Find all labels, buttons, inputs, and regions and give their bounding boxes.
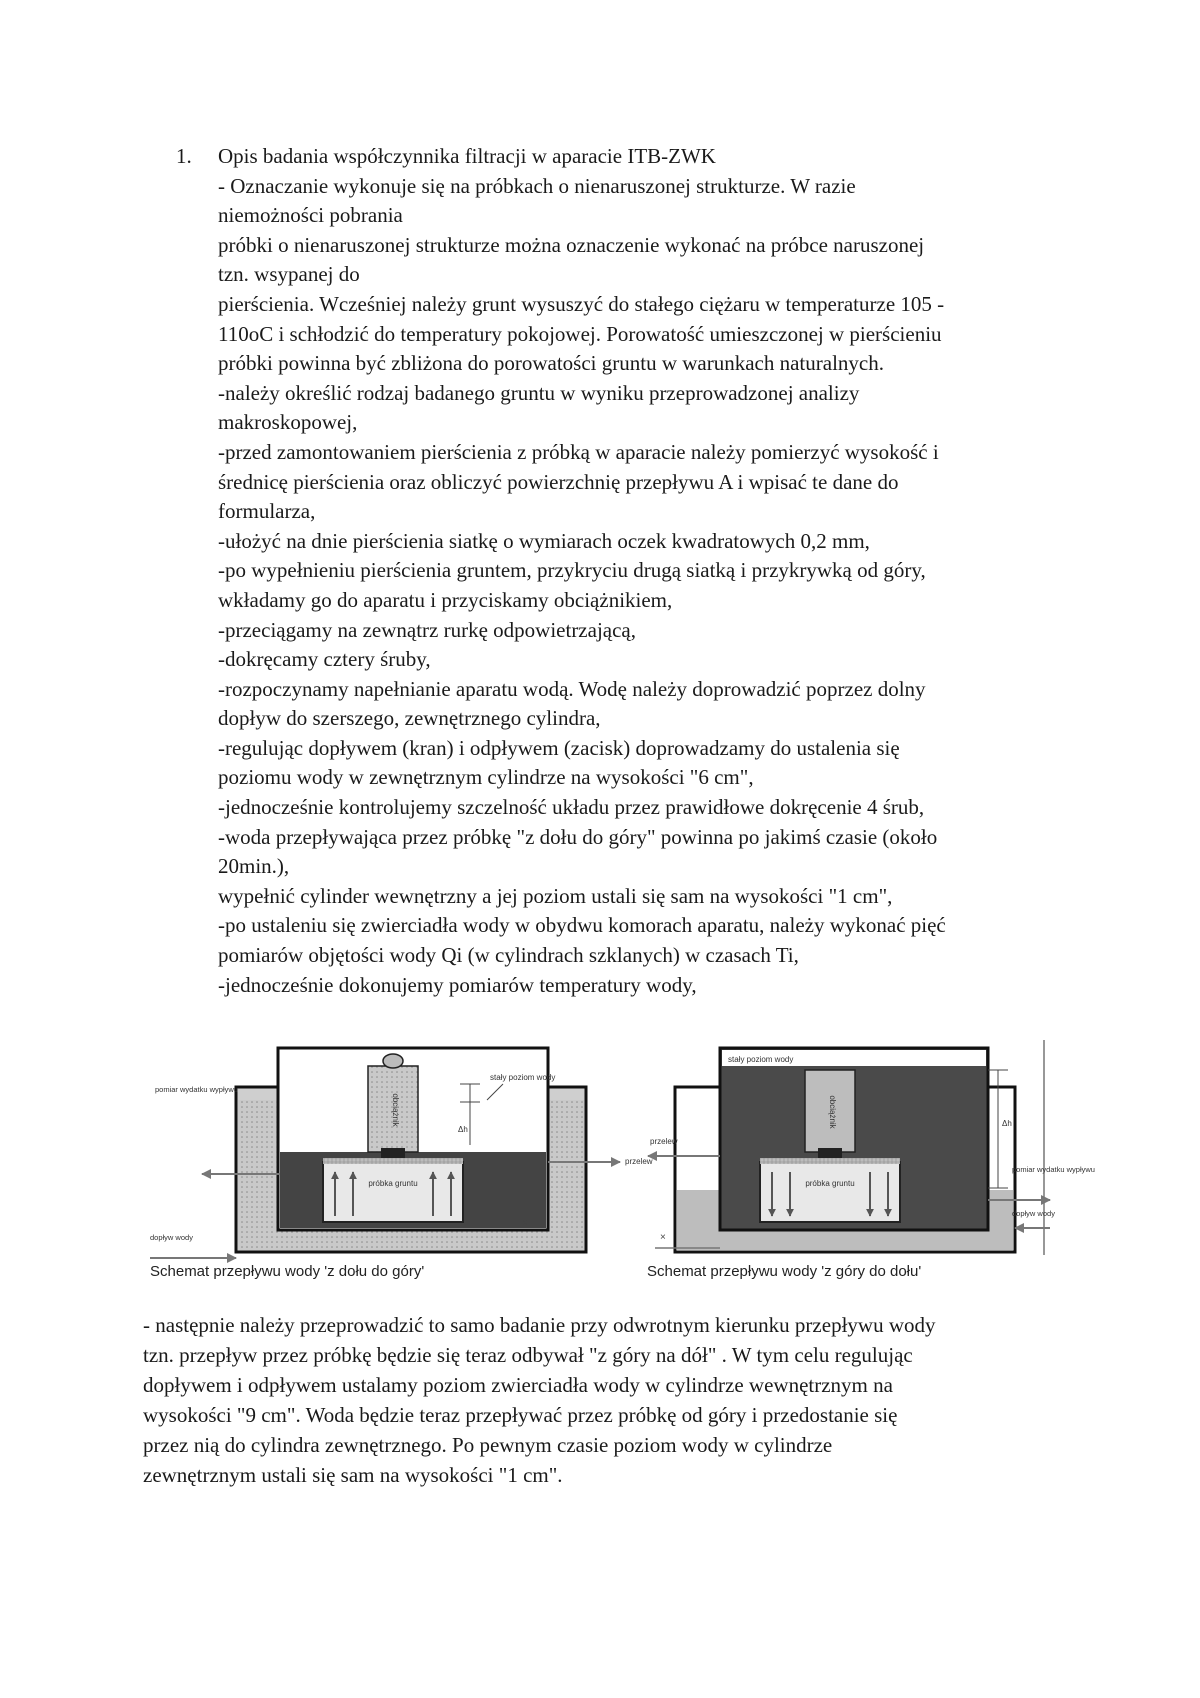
- paragraph-line: -po wypełnieniu pierścienia gruntem, przykryciu drugą siatką i przykrywką od góry,: [218, 558, 926, 583]
- label-dh: Δh: [1002, 1119, 1012, 1128]
- weight-base: [381, 1148, 405, 1158]
- paragraph-line: - następnie należy przeprowadzić to samo badanie przy odwrotnym kierunku przepływu wody: [143, 1313, 936, 1337]
- label-constant-level: stały poziom wody: [728, 1055, 794, 1064]
- paragraph-line: -po ustaleniu się zwierciadła wody w obydwu komorach aparatu, należy wykonać pięć: [218, 913, 946, 938]
- list-number: 1.: [176, 144, 192, 168]
- paragraph-line: - Oznaczanie wykonuje się na próbkach o nienaruszonej strukturze. W razie: [218, 173, 856, 198]
- paragraph-line: poziomu wody w zewnętrznym cylindrze na wysokości "6 cm",: [218, 765, 754, 790]
- sample-box: [323, 1162, 463, 1222]
- label-overflow: przelew: [650, 1137, 678, 1146]
- sample-mesh: [760, 1158, 900, 1164]
- caption-downward: Schemat przepływu wody 'z góry do dołu': [647, 1263, 922, 1280]
- sample-box: [760, 1162, 900, 1222]
- paragraph-line: tzn. przepływ przez próbkę będzie się teraz odbywał "z góry na dół" . W tym celu regulując: [143, 1343, 913, 1367]
- label-inflow: dopływ wody: [150, 1233, 193, 1242]
- paragraph-line: -przed zamontowaniem pierścienia z próbką w aparacie należy pomierzyć wysokość i: [218, 439, 939, 464]
- paragraph-line: tzn. wsypanej do: [218, 262, 360, 287]
- item-title: Opis badania współczynnika filtracji w aparacie ITB-ZWK: [218, 144, 716, 168]
- followup-paragraph: [143, 1310, 1083, 1490]
- sample-mesh: [323, 1158, 463, 1164]
- paragraph-line: -jednocześnie kontrolujemy szczelność układu przez prawidłowe dokręcenie 4 śrub,: [218, 795, 925, 820]
- paragraph-line: średnicę pierścienia oraz obliczyć powierzchnię przepływu A i wpisać te dane do: [218, 469, 899, 494]
- schematic-upward-flow: [150, 1048, 653, 1280]
- paragraph-line: próbki powinna być zbliżona do porowatości gruntu w warunkach naturalnych.: [218, 351, 884, 376]
- paragraph-line: makroskopowej,: [218, 410, 358, 435]
- paragraph-line: -rozpoczynamy napełnianie aparatu wodą. Wodę należy doprowadzić poprzez dolny: [218, 676, 926, 701]
- paragraph-line: przez nią do cylindra zewnętrznego. Po pewnym czasie poziom wody w cylindrze: [143, 1433, 833, 1457]
- paragraph-line: wysokości "9 cm". Woda będzie teraz przepływać przez próbkę od góry i przedostanie się: [143, 1403, 898, 1427]
- paragraph-line: wkładamy go do aparatu i przyciskamy obciążnikiem,: [218, 587, 673, 612]
- paragraph-line: -woda przepływająca przez próbkę "z dołu do góry" powinna po jakimś czasie (około: [218, 824, 938, 849]
- paragraph-line: próbki o nienaruszonej strukturze można oznaczenie wykonać na próbce naruszonej: [218, 232, 925, 257]
- paragraph-line: -przeciągamy na zewnątrz rurkę odpowietrzającą,: [218, 617, 637, 642]
- paragraph-line: formularza,: [218, 499, 316, 524]
- weight-base: [818, 1148, 842, 1158]
- label-sample: próbka gruntu: [805, 1179, 855, 1188]
- paragraph-line: dopływem i odpływem ustalamy poziom zwierciadła wody w cylindrze wewnętrznym na: [143, 1373, 893, 1397]
- list-item-body: [218, 142, 1078, 1000]
- label-weight: obciążnik: [391, 1093, 400, 1127]
- label-sample: próbka gruntu: [368, 1179, 418, 1188]
- label-dh: Δh: [458, 1125, 468, 1134]
- paragraph-line: wypełnić cylinder wewnętrzny a jej poziom ustali się sam na wysokości "1 cm",: [218, 883, 893, 908]
- label-weight: obciążnik: [828, 1095, 837, 1129]
- paragraph-line: zewnętrznym ustali się sam na wysokości "1 cm".: [143, 1463, 563, 1487]
- weight-knob: [383, 1054, 403, 1068]
- paragraph-line: -ułożyć na dnie pierścienia siatkę o wymiarach oczek kwadratowych 0,2 mm,: [218, 528, 870, 553]
- schematic-downward-flow: [647, 1040, 1095, 1280]
- flow-schematics-figure: [150, 1040, 1095, 1280]
- label-overflow: przelew: [625, 1157, 653, 1166]
- label-constant-level: stały poziom wody: [490, 1073, 556, 1082]
- paragraph-line: dopływ do szerszego, zewnętrznego cylindra,: [218, 706, 601, 731]
- paragraph-line: -dokręcamy cztery śruby,: [218, 647, 431, 672]
- label-inflow: dopływ wody: [1012, 1209, 1055, 1218]
- paragraph-line: -należy określić rodzaj badanego gruntu w wyniku przeprowadzonej analizy: [218, 380, 860, 405]
- paragraph-line: niemożności pobrania: [218, 203, 403, 228]
- clamp-symbol: ×: [660, 1232, 666, 1243]
- paragraph-line: -jednocześnie dokonujemy pomiarów temperatury wody,: [218, 972, 697, 997]
- caption-upward: Schemat przepływu wody 'z dołu do góry': [150, 1263, 425, 1280]
- paragraph-line: 110oC i schłodzić do temperatury pokojowej. Porowatość umieszczonej w pierścieniu: [218, 321, 942, 346]
- paragraph-line: 20min.),: [218, 854, 290, 879]
- label-measure-outflow: pomiar wydatku wypływu: [155, 1085, 238, 1094]
- paragraph-line: pomiarów objętości wody Qi (w cylindrach szklanych) w czasach Ti,: [218, 943, 799, 968]
- label-measure-outflow: pomiar wydatku wypływu: [1012, 1165, 1095, 1174]
- clamp-symbol: ×: [522, 1218, 528, 1229]
- paragraph-line: -regulując dopływem (kran) i odpływem (zacisk) doprowadzamy do ustalenia się: [218, 735, 900, 760]
- paragraph-line: pierścienia. Wcześniej należy grunt wysuszyć do stałego ciężaru w temperaturze 105 -: [218, 291, 945, 316]
